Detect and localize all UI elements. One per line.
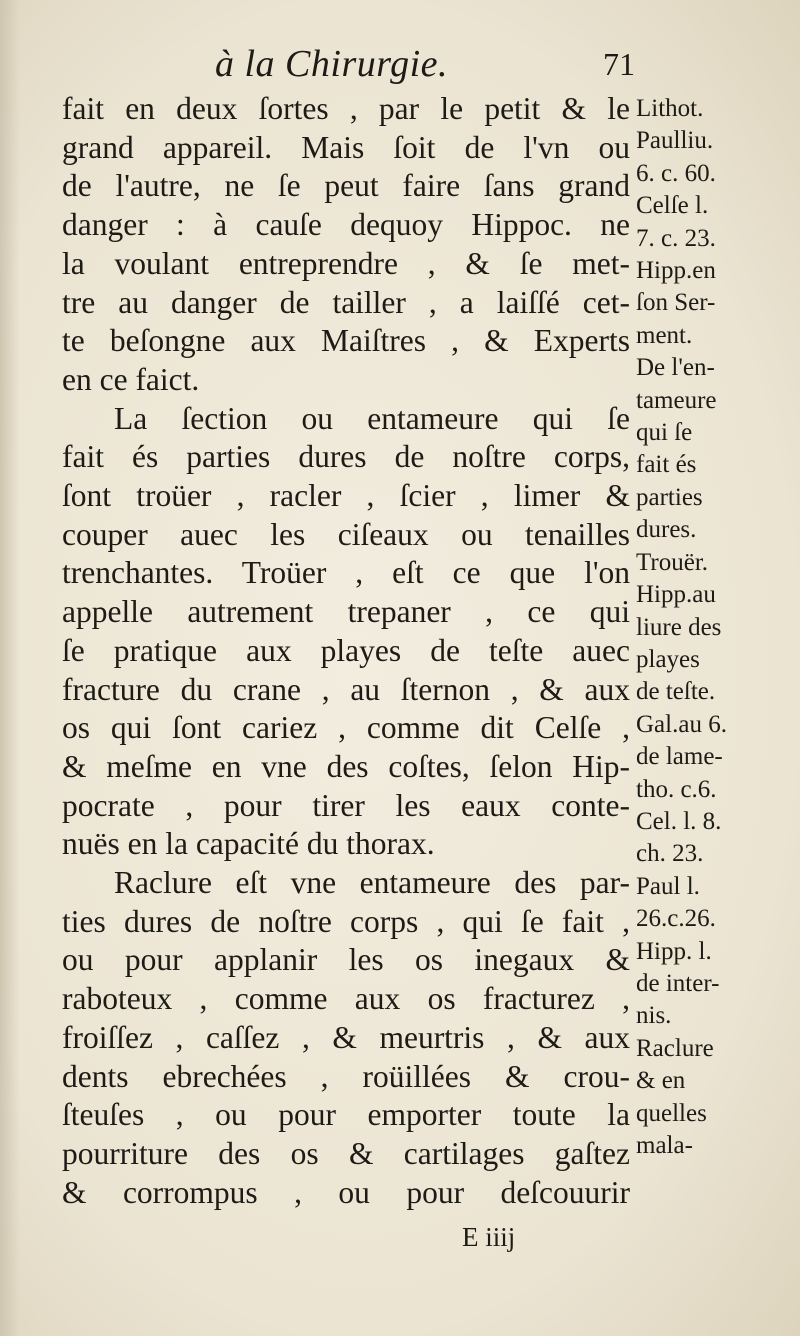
margin-note-line: de inter- xyxy=(636,969,720,997)
margin-note-line: Celſe l. xyxy=(636,192,709,220)
text-line: couper auec les ciſeaux ou tenailles xyxy=(62,516,630,552)
margin-note-line: ſon Ser- xyxy=(636,289,716,317)
margin-note-line: tho. c.6. xyxy=(636,775,717,803)
text-line: appelle autrement trepaner , ce qui xyxy=(62,594,630,630)
margin-note-line: playes xyxy=(636,645,700,673)
text-line: grand appareil. Mais ſoit de l'vn ou xyxy=(62,129,630,165)
margin-note-line: & en xyxy=(636,1067,686,1095)
text-line: & meſme en vne des coſtes, ſelon Hip- xyxy=(62,748,630,784)
margin-note-line: Paulliu. xyxy=(636,127,714,155)
paragraph-start-line: La ſection ou entameure qui ſe xyxy=(114,400,630,436)
text-line: ſteuſes , ou pour emporter toute la xyxy=(62,1097,630,1133)
margin-note-line: liure des xyxy=(636,613,722,641)
text-line: pocrate , pour tirer les eaux conte- xyxy=(62,787,630,823)
margin-note-line: de lame- xyxy=(636,743,723,771)
text-line: froiſſez , caſſez , & meurtris , & aux xyxy=(62,1019,630,1055)
text-line: en ce faict. xyxy=(62,361,200,397)
text-line: trenchantes. Troüer , eſt ce que l'on xyxy=(62,555,630,591)
text-line: ſe pratique aux playes de teſte auec xyxy=(62,632,630,668)
text-line: ou pour applanir les os inegaux & xyxy=(62,942,630,978)
margin-note-line: parties xyxy=(636,483,703,511)
text-line: os qui ſont cariez , comme dit Celſe , xyxy=(62,710,630,746)
margin-note-line: De l'en- xyxy=(636,354,715,382)
margin-note-line: Gal.au 6. xyxy=(636,710,727,738)
text-line: raboteux , comme aux os fracturez , xyxy=(62,981,630,1017)
text-line: danger : à cauſe dequoy Hippoc. ne xyxy=(62,207,630,243)
margin-note-line: mala- xyxy=(636,1132,693,1159)
margin-note-line: 7. c. 23. xyxy=(636,224,716,252)
margin-note-line: fait és xyxy=(636,451,697,479)
margin-note-line: ch. 23. xyxy=(636,840,704,868)
margin-note-line: Hipp.en xyxy=(636,257,716,285)
marginal-notes xyxy=(636,93,796,1162)
margin-note-line: dures. xyxy=(636,516,697,544)
text-line: & corrompus , ou pour deſcouurir xyxy=(62,1174,630,1210)
text-line: de l'autre, ne ſe peut faire ſans grand xyxy=(62,168,630,204)
text-line: nuës en la capacité du thorax. xyxy=(62,826,435,862)
margin-note-line: de teſte. xyxy=(636,678,716,706)
margin-note-line: nis. xyxy=(636,1002,672,1030)
text-line: fracture du crane , au ſternon , & aux xyxy=(62,671,630,707)
text-line: ties dures de noſtre corps , qui ſe fait , xyxy=(62,903,630,939)
running-title: à la Chirurgie. xyxy=(215,43,449,85)
signature-mark: E iiij xyxy=(462,1222,516,1252)
margin-note-line: Cel. l. 8. xyxy=(636,807,722,835)
text-line: ſont troüer , racler , ſcier , limer & xyxy=(62,478,630,514)
text-line: dents ebrechées , roüillées & crou- xyxy=(62,1058,630,1094)
page-number: 71 xyxy=(603,46,635,82)
margin-note-line: Trouër. xyxy=(636,548,709,576)
text-line: fait és parties dures de noſtre corps, xyxy=(62,439,630,475)
text-line: tre au danger de tailler , a laiſſé cet- xyxy=(62,284,630,320)
margin-note-line: qui ſe xyxy=(636,419,693,447)
margin-note-line: Hipp. l. xyxy=(636,937,712,965)
margin-note-line: Lithot. xyxy=(636,95,704,122)
text-line: fait en deux ſortes , par le petit & le xyxy=(62,91,630,126)
margin-note-line: quelles xyxy=(636,1099,707,1127)
margin-note-line: Raclure xyxy=(636,1034,714,1062)
margin-note-line: ment. xyxy=(636,321,693,349)
margin-note-line: 26.c.26. xyxy=(636,905,716,933)
paragraph-start-line: Raclure eſt vne entameure des par- xyxy=(114,865,630,901)
text-line: te beſongne aux Maiſtres , & Experts xyxy=(62,323,630,359)
margin-note-line: Hipp.au xyxy=(636,581,716,609)
main-text-block xyxy=(62,90,630,1212)
margin-note-line: tameure xyxy=(636,386,717,414)
text-line: pourriture des os & cartilages gaſtez xyxy=(62,1135,630,1171)
running-head xyxy=(215,42,635,94)
margin-note-line: Paul l. xyxy=(636,872,700,900)
text-line: la voulant entreprendre , & ſe met- xyxy=(62,245,630,281)
margin-note-line: 6. c. 60. xyxy=(636,159,716,187)
gutter-shadow xyxy=(0,0,20,1336)
